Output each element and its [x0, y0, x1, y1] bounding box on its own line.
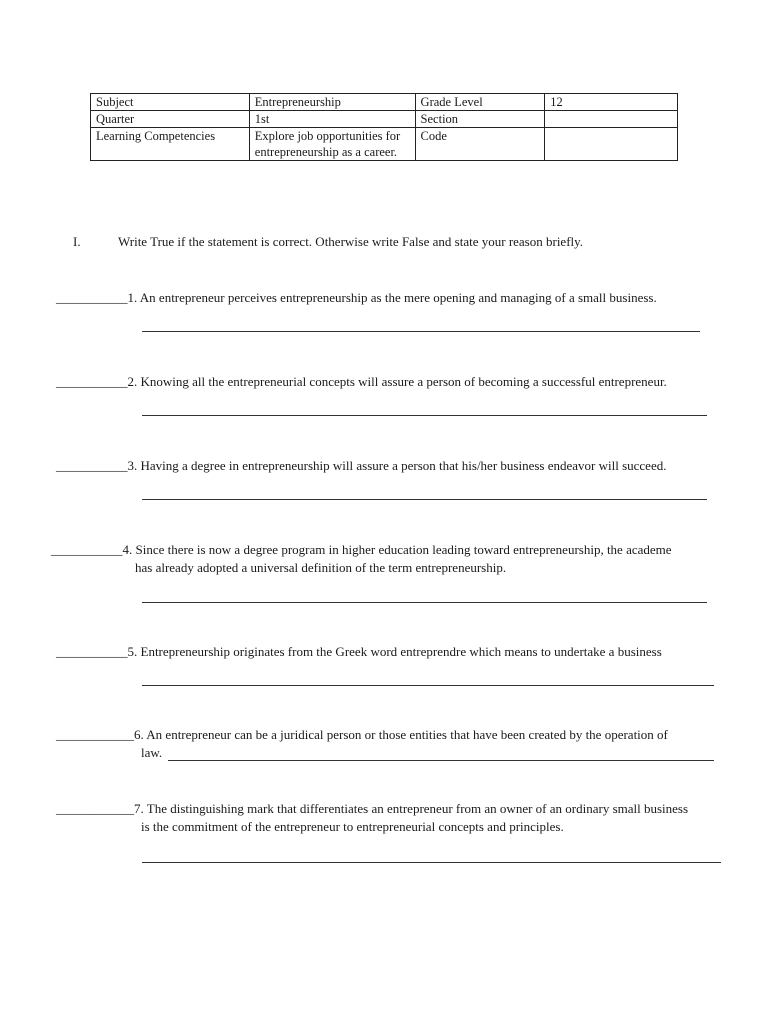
grade-level-value: 12 — [545, 94, 678, 111]
question-text-continued: law. — [141, 745, 163, 760]
competencies-label: Learning Competencies — [91, 128, 250, 161]
reason-line[interactable] — [142, 331, 700, 332]
info-table — [90, 93, 678, 161]
question-text: 3. Having a degree in entrepreneurship will assure a person that his/her business endeavor will succeed. — [127, 458, 667, 473]
question-text: 6. An entrepreneur can be a juridical person or those entities that have been created by the operation of — [134, 727, 668, 742]
question-text-continued: is the commitment of the entrepreneur to entrepreneurial concepts and principles. — [141, 819, 564, 834]
reason-line[interactable] — [142, 685, 714, 686]
instruction-number: I. — [73, 234, 81, 249]
question-2 — [56, 373, 667, 391]
answer-blank[interactable]: ___________ — [56, 374, 128, 389]
question-7 — [56, 800, 688, 836]
table-row-competencies — [91, 128, 678, 161]
question-3 — [56, 457, 666, 475]
quarter-value: 1st — [249, 111, 415, 128]
reason-line[interactable] — [142, 415, 707, 416]
question-text-continued: has already adopted a universal definition of the term entrepreneurship. — [135, 560, 507, 575]
question-text: 1. An entrepreneur perceives entrepreneurship as the mere opening and managing of a small business. — [127, 290, 657, 305]
table-row-subject — [91, 94, 678, 111]
question-6 — [56, 726, 668, 762]
question-5 — [56, 643, 662, 661]
question-text: 4. Since there is now a degree program in higher education leading toward entrepreneurship, the academe — [122, 542, 672, 557]
answer-blank[interactable]: ___________ — [56, 458, 128, 473]
instruction-text: Write True if the statement is correct. Otherwise write False and state your reason briefly. — [118, 234, 584, 249]
reason-line[interactable] — [142, 602, 707, 603]
question-1 — [56, 289, 657, 307]
table-row-quarter — [91, 111, 678, 128]
answer-blank[interactable]: ____________ — [56, 727, 134, 742]
answer-blank[interactable]: ___________ — [51, 542, 123, 557]
code-value — [545, 128, 678, 161]
question-text: 7. The distinguishing mark that differentiates an entrepreneur from an owner of an ordinary small business — [134, 801, 689, 816]
quarter-label: Quarter — [91, 111, 250, 128]
code-label: Code — [415, 128, 545, 161]
reason-line[interactable] — [168, 760, 714, 761]
reason-line[interactable] — [142, 862, 721, 863]
section-value — [545, 111, 678, 128]
subject-value: Entrepreneurship — [249, 94, 415, 111]
instruction — [73, 234, 583, 250]
grade-level-label: Grade Level — [415, 94, 545, 111]
answer-blank[interactable]: ____________ — [56, 801, 134, 816]
reason-line[interactable] — [142, 499, 707, 500]
competencies-value: Explore job opportunities for entrepreneurship as a career. — [249, 128, 415, 161]
subject-label: Subject — [91, 94, 250, 111]
section-label: Section — [415, 111, 545, 128]
answer-blank[interactable]: ___________ — [56, 644, 128, 659]
question-text: 2. Knowing all the entrepreneurial concepts will assure a person of becoming a successful entrepreneur. — [127, 374, 667, 389]
question-text: 5. Entrepreneurship originates from the Greek word entreprendre which means to undertake a business — [127, 644, 662, 659]
answer-blank[interactable]: ___________ — [56, 290, 128, 305]
question-4 — [51, 541, 672, 577]
